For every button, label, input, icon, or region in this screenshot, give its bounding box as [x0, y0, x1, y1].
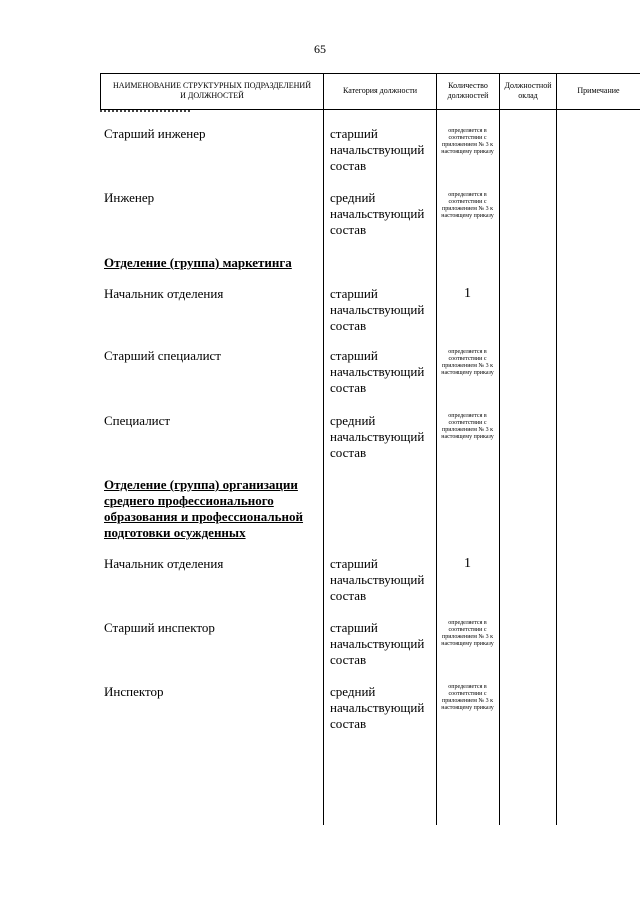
- position-quantity: определяется в соответствии с приложением № 3 к настоящему приказу: [441, 620, 494, 647]
- column-rule: [556, 73, 557, 825]
- column-header-category: Категория должности: [343, 86, 417, 95]
- position-category: средний начальствующий состав: [330, 190, 425, 237]
- position-quantity: 1: [464, 286, 471, 301]
- position-quantity: определяется в соответствии с приложением № 3 к настоящему приказу: [441, 684, 494, 711]
- header-scan-mark: [100, 110, 190, 112]
- column-rule: [100, 73, 101, 110]
- position-category: старший начальствующий состав: [330, 348, 425, 395]
- position-category: средний начальствующий состав: [330, 413, 425, 460]
- position-category: старший начальствующий состав: [330, 126, 425, 173]
- position-name: Инженер: [104, 190, 155, 205]
- position-category: старший начальствующий состав: [330, 556, 425, 603]
- position-name: Старший инженер: [104, 126, 206, 141]
- column-header-note: Примечание: [577, 86, 620, 95]
- position-category: старший начальствующий состав: [330, 620, 425, 667]
- position-category: средний начальствующий состав: [330, 684, 425, 731]
- position-quantity: 1: [464, 556, 471, 571]
- column-rule: [499, 73, 500, 825]
- position-name: Старший инспектор: [104, 620, 215, 635]
- position-name: Инспектор: [104, 684, 164, 699]
- position-quantity: определяется в соответствии с приложением № 3 к настоящему приказу: [441, 349, 494, 376]
- position-name: Начальник отделения: [104, 556, 224, 571]
- position-name: Старший специалист: [104, 348, 221, 363]
- column-rule: [436, 73, 437, 825]
- column-header-salary: Должностной оклад: [504, 81, 552, 100]
- position-name: Начальник отделения: [104, 286, 224, 301]
- position-quantity: определяется в соответствии с приложением № 3 к настоящему приказу: [441, 192, 494, 219]
- position-quantity: определяется в соответствии с приложением № 3 к настоящему приказу: [441, 128, 494, 155]
- column-rule: [323, 73, 324, 825]
- position-quantity: определяется в соответствии с приложением № 3 к настоящему приказу: [441, 413, 494, 440]
- column-header-quantity: Количество должностей: [447, 81, 489, 100]
- section-heading: Отделение (группа) организации среднего профессионального образования и профессиональной подготовки осужденных: [104, 477, 304, 540]
- section-heading: Отделение (группа) маркетинга: [104, 255, 292, 270]
- column-header-name: НАИМЕНОВАНИЕ СТРУКТУРНЫХ ПОДРАЗДЕЛЕНИЙ И ДОЛЖНОСТЕЙ: [113, 81, 311, 100]
- page-number: 65: [314, 42, 326, 56]
- position-category: старший начальствующий состав: [330, 286, 425, 333]
- position-name: Специалист: [104, 413, 171, 428]
